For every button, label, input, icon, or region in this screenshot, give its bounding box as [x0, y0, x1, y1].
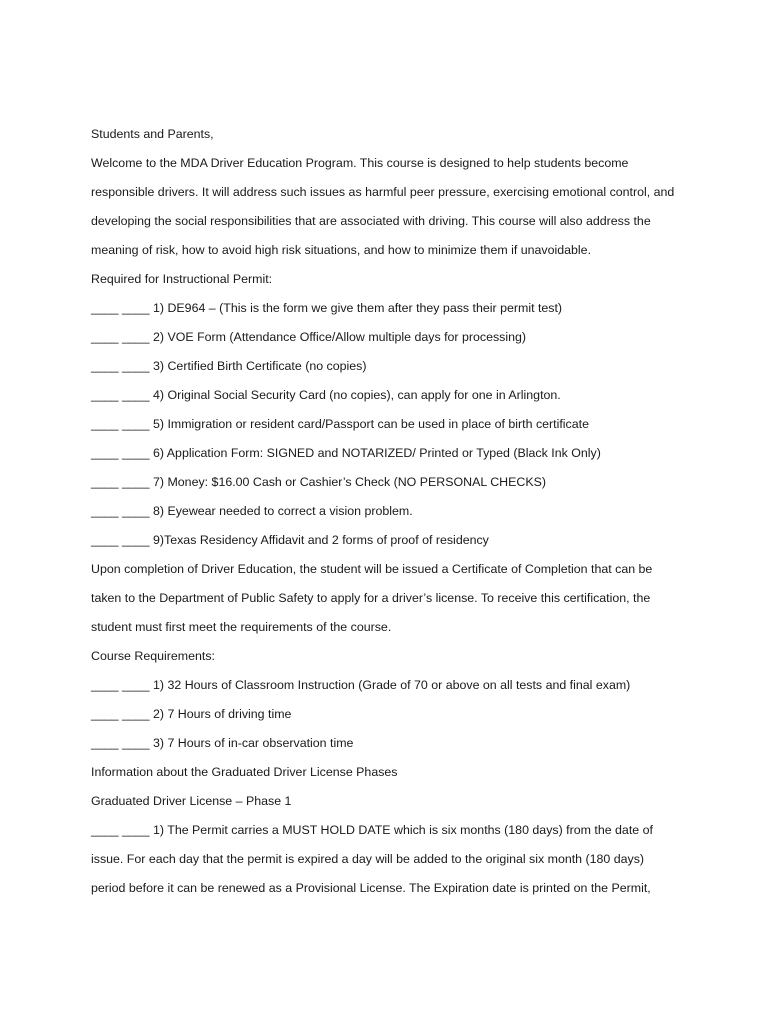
gdl-heading: Information about the Graduated Driver License Phases	[91, 765, 398, 779]
permit-item-9: ____ ____ 9)Texas Residency Affidavit and 2 forms of proof of residency	[91, 533, 489, 547]
permit-item-7: ____ ____ 7) Money: $16.00 Cash or Cashier’s Check (NO PERSONAL CHECKS)	[91, 475, 546, 489]
permit-item-3: ____ ____ 3) Certified Birth Certificate (no copies)	[91, 359, 367, 373]
course-item-1: ____ ____ 1) 32 Hours of Classroom Instruction (Grade of 70 or above on all tests and final exam)	[91, 678, 631, 692]
phase1-line-1: ____ ____ 1) The Permit carries a MUST HOLD DATE which is six months (180 days) from the date of	[91, 823, 653, 837]
intro-line-1: Welcome to the MDA Driver Education Program. This course is designed to help students become	[91, 156, 629, 170]
course-item-2: ____ ____ 2) 7 Hours of driving time	[91, 707, 292, 721]
phase1-heading: Graduated Driver License – Phase 1	[91, 794, 292, 808]
intro-line-3: developing the social responsibilities that are associated with driving. This course will also address the	[91, 214, 651, 228]
permit-item-2: ____ ____ 2) VOE Form (Attendance Office/Allow multiple days for processing)	[91, 330, 527, 344]
completion-line-3: student must first meet the requirements of the course.	[91, 620, 392, 634]
phase1-line-3: period before it can be renewed as a Provisional License. The Expiration date is printed on the Permit,	[91, 881, 651, 895]
permit-item-1: ____ ____ 1) DE964 – (This is the form we give them after they pass their permit test)	[91, 301, 563, 315]
intro-line-4: meaning of risk, how to avoid high risk situations, and how to minimize them if unavoidable.	[91, 243, 592, 257]
course-heading: Course Requirements:	[91, 649, 215, 663]
intro-line-2: responsible drivers. It will address such issues as harmful peer pressure, exercising emotional control, and	[91, 185, 675, 199]
completion-line-1: Upon completion of Driver Education, the student will be issued a Certificate of Completion that can be	[91, 562, 653, 576]
completion-line-2: taken to the Department of Public Safety to apply for a driver’s license. To receive this certification, the	[91, 591, 651, 605]
permit-item-4: ____ ____ 4) Original Social Security Card (no copies), can apply for one in Arlington.	[91, 388, 561, 402]
permit-heading: Required for Instructional Permit:	[91, 272, 273, 286]
permit-item-6: ____ ____ 6) Application Form: SIGNED and NOTARIZED/ Printed or Typed (Black Ink Only)	[91, 446, 601, 460]
permit-item-5: ____ ____ 5) Immigration or resident card/Passport can be used in place of birth certificate	[91, 417, 589, 431]
course-item-3: ____ ____ 3) 7 Hours of in-car observation time	[91, 736, 354, 750]
permit-item-8: ____ ____ 8) Eyewear needed to correct a vision problem.	[91, 504, 413, 518]
document-body	[91, 120, 681, 903]
phase1-line-2: issue. For each day that the permit is expired a day will be added to the original six month (180 days)	[91, 852, 645, 866]
greeting: Students and Parents,	[91, 127, 214, 141]
